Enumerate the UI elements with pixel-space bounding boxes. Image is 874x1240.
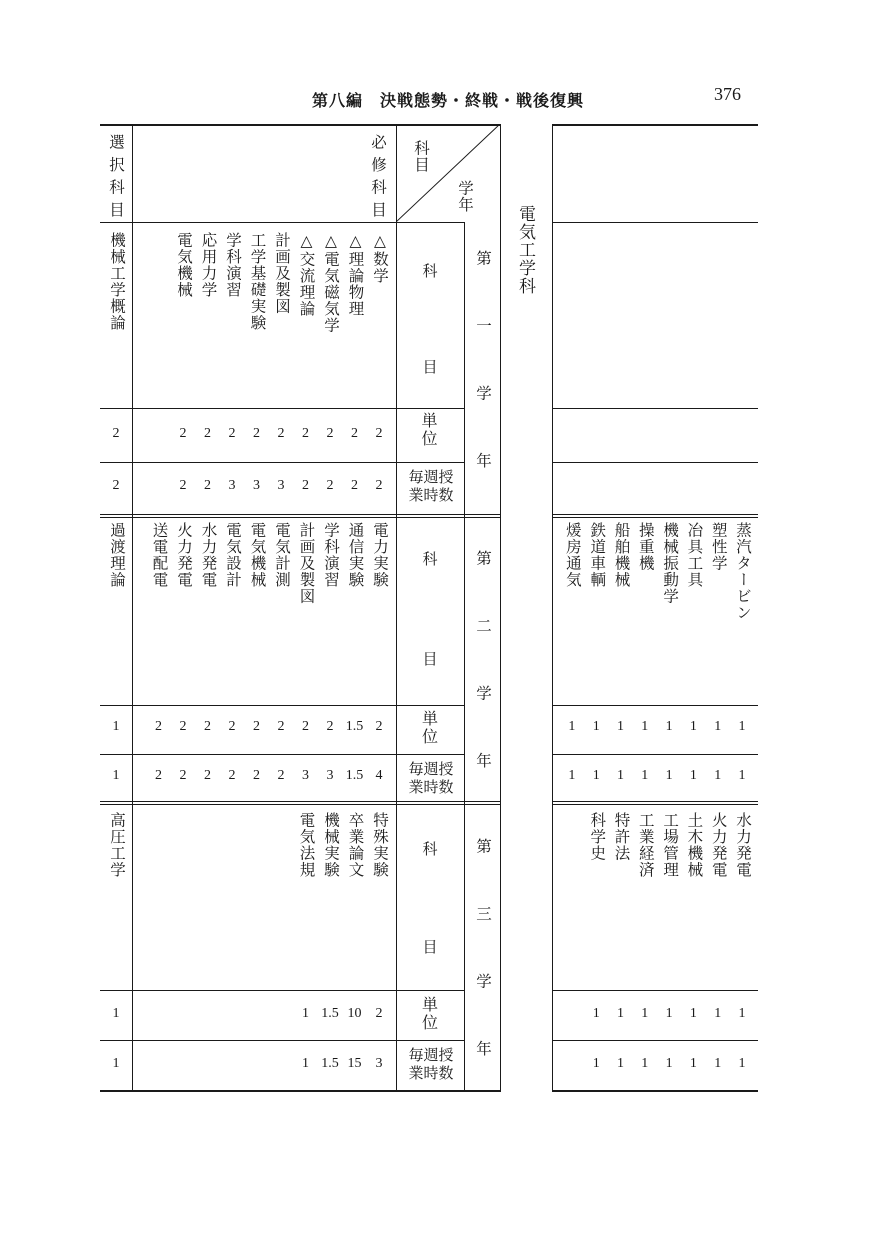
y2-elective: 過渡理論 — [108, 522, 126, 588]
y2-right-hours: 1 — [592, 768, 600, 783]
y2-elective-unit: 1 — [112, 719, 120, 734]
y3-subject: 特殊実験 — [371, 812, 389, 878]
y3-right-hours: 1 — [689, 1056, 697, 1071]
y2-subject: 火力発電 — [175, 522, 193, 588]
y1-subject: △理論物理 — [346, 232, 365, 317]
y2-right-subject: 鉄道車輌 — [588, 522, 607, 588]
y3-elective-unit: 1 — [112, 1006, 120, 1021]
y2-right-unit: 1 — [714, 719, 722, 734]
y1-unit: 2 — [277, 426, 285, 441]
y3-tani: 単位 — [421, 995, 438, 1032]
y2-right-hours: 1 — [738, 768, 746, 783]
y3-subject: 機械実験 — [322, 812, 340, 878]
y3-right-hours: 1 — [714, 1056, 722, 1071]
y2-right-unit: 1 — [592, 719, 600, 734]
y1-hours: 2 — [204, 478, 211, 493]
y2-right-subject: 蒸汽タービン — [734, 522, 752, 621]
y3-unit: 2 — [375, 1006, 383, 1021]
y3-right-subject: 土木機械 — [685, 812, 704, 878]
y3-right-hours: 1 — [641, 1056, 649, 1071]
y3-right-subject: 科学史 — [588, 812, 607, 862]
y1-elective: 機械工学概論 — [108, 232, 126, 331]
y1-hours: 2 — [302, 478, 309, 493]
y2-unit: 1.5 — [345, 719, 364, 734]
y3-right-subject: 水力発電 — [734, 812, 752, 878]
y2-hours: 4 — [375, 768, 383, 783]
y2-right-hours: 1 — [714, 768, 722, 783]
y2-unit: 2 — [375, 719, 383, 734]
y3-right-unit: 1 — [592, 1006, 600, 1021]
y2-unit: 2 — [253, 719, 260, 734]
y3-unit: 1.5 — [321, 1006, 339, 1021]
y2-subject: 計画及製図 — [297, 522, 316, 605]
y2-hours: 3 — [326, 768, 334, 783]
y1-hours: 2 — [375, 478, 383, 493]
y1-hours: 3 — [277, 478, 285, 493]
y2-moku: 目 — [422, 650, 438, 668]
y2-subject: 電気設計 — [224, 522, 242, 588]
y2-subject: 送電配電 — [150, 522, 169, 588]
y2-unit: 2 — [155, 719, 162, 734]
department-title: 電気工学科 — [515, 205, 535, 295]
year-3-label: 第三学年 — [474, 838, 492, 1108]
y2-right-hours: 1 — [665, 768, 673, 783]
y1-subject: △数学 — [371, 232, 389, 284]
y2-subject: 電気機械 — [248, 522, 267, 588]
y2-subject: 電力実験 — [371, 522, 389, 588]
y2-hours: 1.5 — [345, 768, 364, 783]
y1-hours: 3 — [228, 478, 236, 493]
y3-right-unit: 1 — [738, 1006, 746, 1021]
y2-right-hours: 1 — [617, 768, 624, 783]
y2-unit: 2 — [204, 719, 211, 734]
y2-hours: 2 — [277, 768, 285, 783]
corner-diagonal — [396, 124, 500, 222]
y3-hours: 15 — [347, 1056, 362, 1071]
y1-unit: 2 — [375, 426, 383, 441]
y1-ka: 科 — [422, 262, 438, 280]
y1-elective-hours: 2 — [112, 478, 120, 493]
y3-right-subject: 工場管理 — [661, 812, 680, 878]
y2-hours: 2 — [155, 768, 162, 783]
y2-right-hours: 1 — [689, 768, 697, 783]
y1-unit: 2 — [204, 426, 211, 441]
y1-unit: 2 — [302, 426, 309, 441]
running-header: 第八編 決戦態勢・終戦・戦後復興 — [312, 91, 585, 110]
y2-right-hours: 1 — [641, 768, 649, 783]
y2-right-unit: 1 — [641, 719, 649, 734]
y3-right-hours: 1 — [617, 1056, 624, 1071]
y1-subject: △電気磁気学 — [322, 232, 340, 334]
y3-unit: 10 — [347, 1006, 362, 1021]
y2-hours: 2 — [253, 768, 260, 783]
y3-hours: 1 — [302, 1056, 309, 1071]
y2-unit: 2 — [326, 719, 334, 734]
y2-subject: 電気計測 — [273, 522, 291, 588]
required-subjects-heading: 必修科目 — [369, 134, 387, 224]
y2-subject: 学科演習 — [322, 522, 340, 588]
y3-right-unit: 1 — [617, 1006, 624, 1021]
y1-hours: 2 — [351, 478, 358, 493]
y2-right-subject: 冶具工具 — [685, 522, 704, 588]
y2-right-unit: 1 — [568, 719, 576, 734]
y2-right-subject: 煖房通気 — [563, 522, 582, 588]
y3-right-subject: 特許法 — [612, 812, 631, 862]
corner-year-label: 学年 — [456, 180, 474, 213]
y1-unit: 2 — [228, 426, 236, 441]
y3-jisu: 毎週授業時数 — [408, 1046, 454, 1082]
y1-subject: 学科演習 — [224, 232, 242, 298]
y2-right-hours: 1 — [568, 768, 576, 783]
y3-right-hours: 1 — [665, 1056, 673, 1071]
y1-unit: 2 — [326, 426, 334, 441]
y2-right-subject: 機械振動学 — [661, 522, 680, 605]
y2-subject: 水力発電 — [199, 522, 218, 588]
y3-right-unit: 1 — [689, 1006, 697, 1021]
y1-moku: 目 — [422, 358, 438, 376]
y1-unit: 2 — [179, 426, 187, 441]
y1-hours: 3 — [253, 478, 260, 493]
y1-hours: 2 — [179, 478, 187, 493]
y3-elective: 高圧工学 — [108, 812, 126, 878]
y3-moku: 目 — [422, 938, 438, 956]
y1-subject: 計画及製図 — [273, 232, 291, 315]
y2-right-unit: 1 — [665, 719, 673, 734]
y2-hours: 2 — [204, 768, 211, 783]
y2-ka: 科 — [422, 550, 438, 568]
y3-right-subject: 火力発電 — [709, 812, 728, 878]
y2-unit: 2 — [277, 719, 285, 734]
y3-ka: 科 — [422, 840, 438, 858]
y2-unit: 2 — [179, 719, 187, 734]
y2-unit: 2 — [302, 719, 309, 734]
y3-hours: 3 — [375, 1056, 383, 1071]
y1-unit: 2 — [253, 426, 260, 441]
y1-unit: 2 — [351, 426, 358, 441]
y2-right-subject: 船舶機械 — [612, 522, 631, 588]
page-number: 376 — [714, 84, 741, 104]
y2-tani: 単位 — [421, 709, 438, 746]
y3-elective-hours: 1 — [112, 1056, 120, 1071]
y2-unit: 2 — [228, 719, 236, 734]
y3-unit: 1 — [302, 1006, 309, 1021]
y1-subject: 応用力学 — [199, 232, 218, 298]
y2-right-unit: 1 — [689, 719, 697, 734]
year-2-label: 第二学年 — [474, 550, 492, 820]
y2-elective-hours: 1 — [112, 768, 120, 783]
y2-right-subject: 操重機 — [636, 522, 655, 572]
y3-right-subject: 工業経済 — [636, 812, 655, 878]
y2-right-subject: 塑性学 — [709, 522, 728, 572]
y1-subject: △交流理論 — [297, 232, 316, 317]
y2-hours: 3 — [302, 768, 309, 783]
elective-subjects-heading: 選択科目 — [107, 134, 125, 224]
y3-right-unit: 1 — [641, 1006, 649, 1021]
y2-subject: 通信実験 — [346, 522, 365, 588]
y1-subject: 電気機械 — [175, 232, 193, 298]
y1-tani: 単位 — [421, 411, 439, 448]
y3-hours: 1.5 — [321, 1056, 339, 1071]
year-1-label: 第一学年 — [474, 250, 492, 520]
y3-right-unit: 1 — [665, 1006, 673, 1021]
y3-right-unit: 1 — [714, 1006, 722, 1021]
y3-subject: 電気法規 — [297, 812, 316, 878]
y3-subject: 卒業論文 — [346, 812, 365, 878]
y1-hours: 2 — [326, 478, 334, 493]
y2-hours: 2 — [228, 768, 236, 783]
y2-jisu: 毎週授業時数 — [408, 760, 454, 796]
y2-right-unit: 1 — [617, 719, 624, 734]
y1-elective-unit: 2 — [112, 426, 120, 441]
corner-subject-label: 科目 — [412, 140, 430, 173]
y2-hours: 2 — [179, 768, 187, 783]
y1-jisu: 毎週授業時数 — [408, 468, 454, 504]
y3-right-hours: 1 — [738, 1056, 746, 1071]
y3-right-hours: 1 — [592, 1056, 600, 1071]
y2-right-unit: 1 — [738, 719, 746, 734]
y1-subject: 工学基礎実験 — [248, 232, 267, 331]
